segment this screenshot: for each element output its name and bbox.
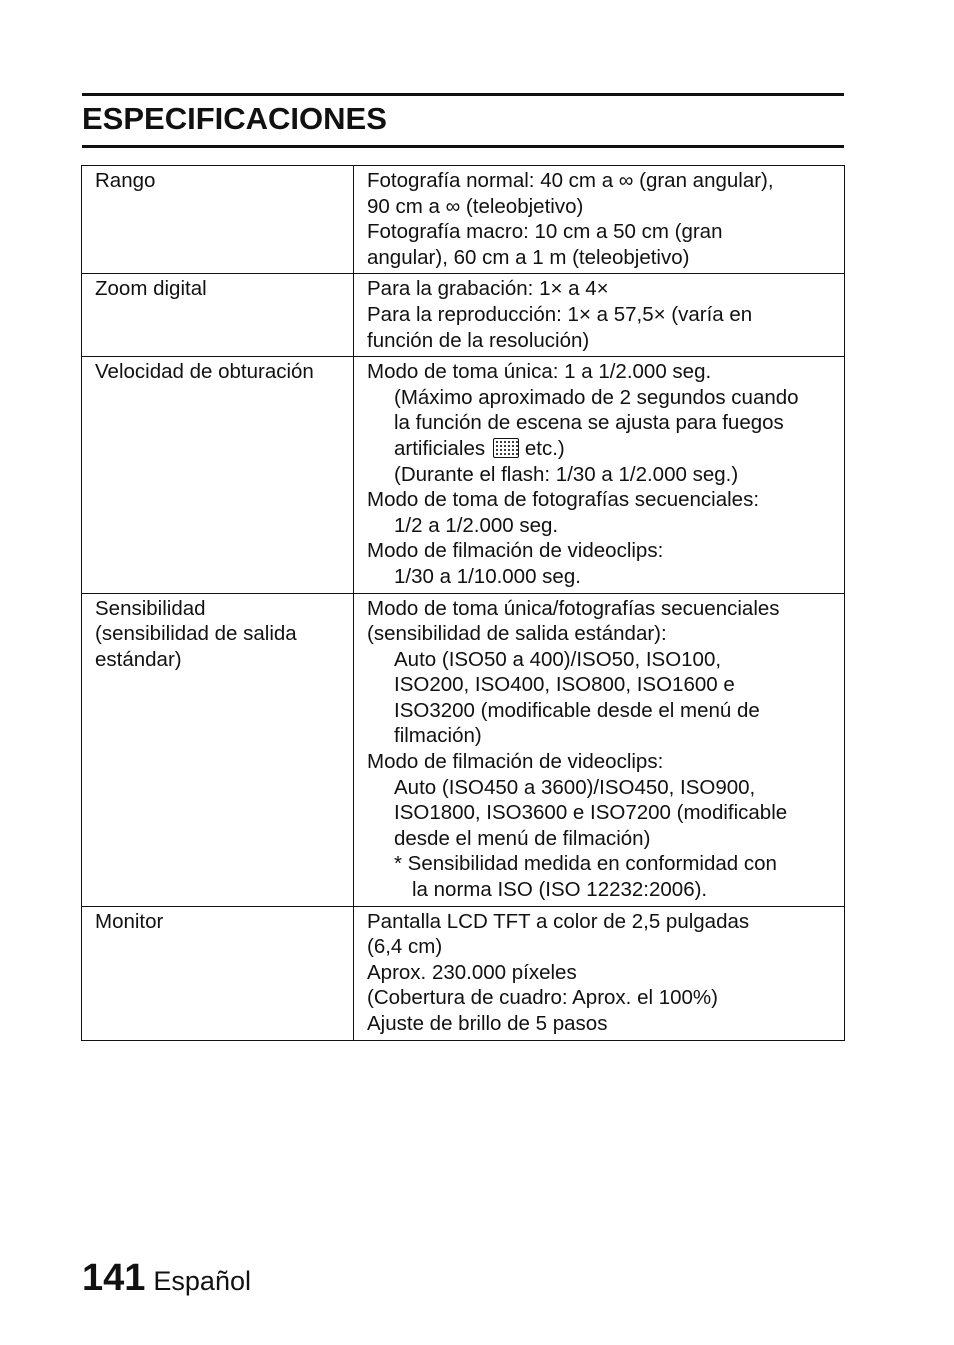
spec-value-text: Ajuste de brillo de 5 pasos — [367, 1012, 608, 1035]
spec-row — [82, 357, 845, 593]
spec-value-cell — [354, 166, 845, 274]
spec-value-text: ISO3200 (modificable desde el menú de — [394, 698, 760, 722]
spec-label-cell — [82, 274, 354, 357]
spec-value-line — [367, 487, 832, 513]
spec-value-text: Aprox. 230.000 píxeles — [367, 960, 577, 984]
spec-value-line — [367, 194, 832, 220]
spec-value-text: Modo de toma de fotografías secuenciales: — [367, 488, 760, 512]
spec-value-line — [367, 672, 832, 698]
spec-value-text: filmación) — [394, 724, 482, 748]
spec-value-text: Fotografía macro: 10 cm a 50 cm (gran — [367, 220, 723, 244]
spec-value-text: la función de escena se ajusta para fuegos — [394, 411, 784, 435]
spec-row — [82, 906, 845, 1040]
spec-value-line — [367, 647, 832, 673]
spec-value-line — [367, 359, 832, 385]
title-rule-top — [82, 93, 844, 96]
spec-value-cell — [354, 357, 845, 593]
spec-value-text: Modo de toma única/fotografías secuenciales — [367, 596, 780, 620]
spec-label-cell — [82, 357, 354, 593]
spec-label-cell — [82, 593, 354, 906]
page-footer — [82, 1257, 251, 1300]
spec-value-line — [367, 826, 832, 852]
spec-value-text: (6,4 cm) — [367, 935, 443, 959]
spec-value-text: Fotografía normal: 40 cm a ∞ (gran angular), — [367, 169, 774, 192]
spec-value-text: Para la reproducción: 1× a 57,5× (varía en — [367, 302, 753, 326]
spec-label-cell — [82, 906, 354, 1040]
spec-value-line — [367, 985, 832, 1011]
spec-value-line — [367, 934, 832, 960]
spec-value-line — [367, 775, 832, 801]
spec-label-cell — [82, 166, 354, 274]
spec-label-line: Zoom digital — [95, 277, 207, 301]
spec-value-text: Auto (ISO450 a 3600)/ISO450, ISO900, — [394, 775, 756, 799]
spec-label-line: Rango — [95, 169, 156, 192]
spec-value-line — [367, 960, 832, 986]
title-rule-bottom — [82, 145, 844, 148]
spec-value-text: Modo de toma única: 1 a 1/2.000 seg. — [367, 360, 712, 384]
spec-value-text: * Sensibilidad medida en conformidad con — [394, 852, 777, 876]
spec-value-line — [367, 749, 832, 775]
spec-label-line: Velocidad de obturación — [95, 360, 314, 384]
spec-label-line: estándar) — [95, 647, 182, 671]
spec-value-line — [367, 800, 832, 826]
spec-value-text-after-icon: etc.) — [524, 436, 565, 460]
spec-value-line — [367, 219, 832, 245]
spec-value-text: artificiales — [394, 436, 486, 460]
spec-value-text: angular), 60 cm a 1 m (teleobjetivo) — [367, 245, 690, 269]
spec-value-line — [367, 410, 832, 436]
spec-label-line: Monitor — [95, 909, 164, 933]
spec-value-line — [367, 245, 832, 271]
spec-value-line — [367, 851, 832, 877]
spec-value-line — [367, 877, 832, 903]
spec-value-text: (sensibilidad de salida estándar): — [367, 622, 667, 646]
spec-value-line — [367, 513, 832, 539]
spec-value-text: 1/30 a 1/10.000 seg. — [394, 564, 581, 588]
spec-value-text: Para la grabación: 1× a 4× — [367, 277, 609, 301]
spec-value-line — [367, 723, 832, 749]
spec-row — [82, 274, 845, 357]
spec-value-text: (Máximo aproximado de 2 segundos cuando — [394, 385, 799, 409]
page-title: ESPECIFICACIONES — [82, 101, 387, 136]
spec-value-line — [367, 168, 832, 194]
spec-value-line — [367, 621, 832, 647]
specifications-table-body — [82, 166, 845, 1041]
spec-value-text: desde el menú de filmación) — [394, 826, 651, 850]
spec-value-text: (Durante el flash: 1/30 a 1/2.000 seg.) — [394, 462, 739, 486]
spec-label-line: Sensibilidad — [95, 596, 206, 620]
spec-value-line — [367, 698, 832, 724]
specifications-table — [81, 165, 845, 1041]
spec-value-text: Modo de filmación de videoclips: — [367, 750, 664, 774]
spec-value-text: Modo de filmación de videoclips: — [367, 539, 664, 563]
spec-label-line: (sensibilidad de salida — [95, 622, 297, 646]
spec-value-line — [367, 276, 832, 302]
spec-value-line — [367, 1011, 832, 1037]
spec-value-cell — [354, 906, 845, 1040]
spec-value-text: Pantalla LCD TFT a color de 2,5 pulgadas — [367, 909, 750, 933]
spec-value-line — [367, 909, 832, 935]
spec-value-text: ISO200, ISO400, ISO800, ISO1600 e — [394, 673, 735, 697]
spec-value-line — [367, 564, 832, 590]
spec-value-line — [367, 436, 832, 462]
spec-value-line — [367, 596, 832, 622]
spec-value-text: función de la resolución) — [367, 328, 590, 352]
spec-value-line — [367, 462, 832, 488]
spec-row — [82, 166, 845, 274]
page-number: 141 — [82, 1257, 146, 1299]
fireworks-scene-icon — [493, 438, 519, 458]
spec-value-text: la norma ISO (ISO 12232:2006). — [412, 878, 708, 902]
spec-value-line — [367, 302, 832, 328]
page-language: Español — [153, 1266, 251, 1296]
spec-value-line — [367, 538, 832, 564]
spec-row — [82, 593, 845, 906]
spec-value-text: 1/2 a 1/2.000 seg. — [394, 513, 559, 537]
spec-value-line — [367, 385, 832, 411]
spec-value-text: 90 cm a ∞ (teleobjetivo) — [367, 194, 584, 218]
spec-value-text: Auto (ISO50 a 400)/ISO50, ISO100, — [394, 647, 722, 671]
spec-value-cell — [354, 593, 845, 906]
spec-value-line — [367, 328, 832, 354]
spec-value-text: (Cobertura de cuadro: Aprox. el 100%) — [367, 986, 718, 1010]
spec-value-cell — [354, 274, 845, 357]
spec-value-text: ISO1800, ISO3600 e ISO7200 (modificable — [394, 801, 788, 825]
